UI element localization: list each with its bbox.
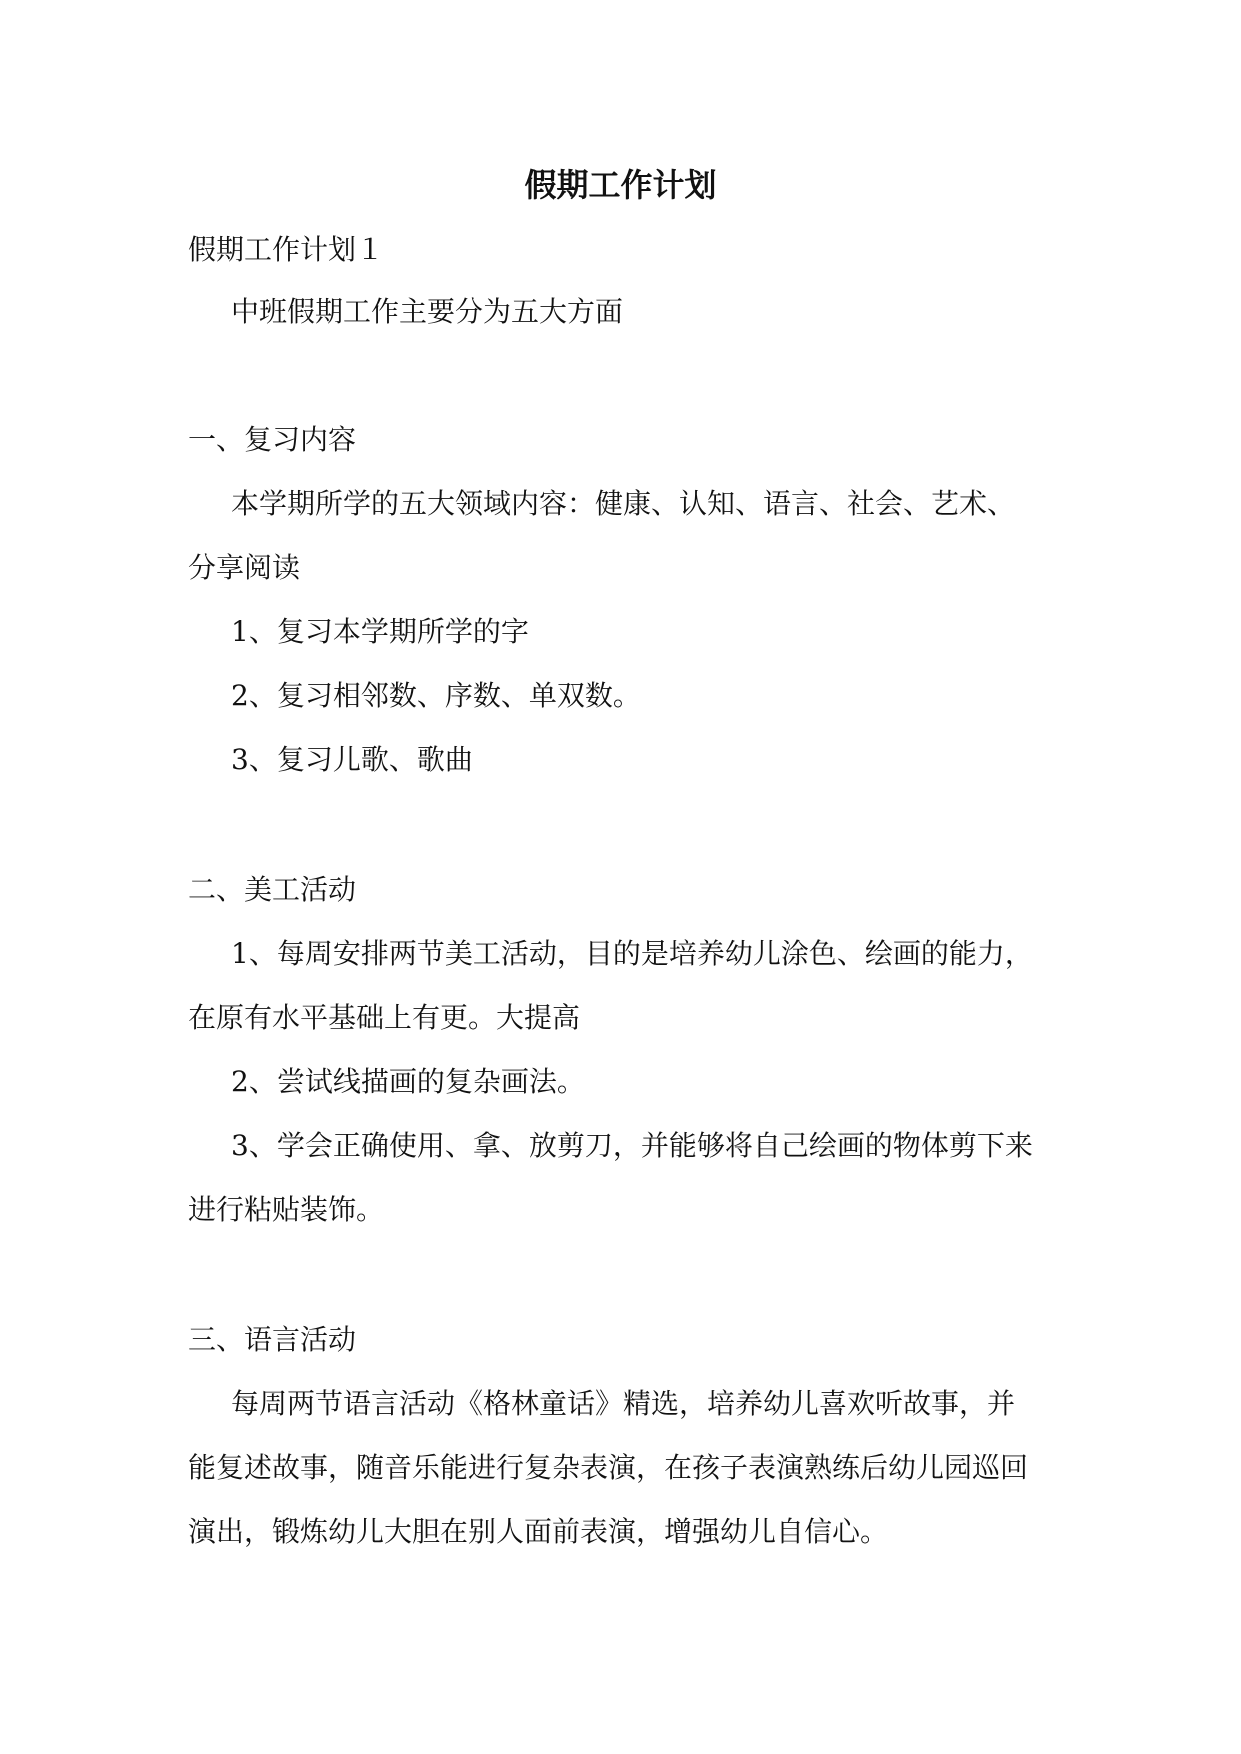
section1-item3: 3、复习儿歌、歌曲 bbox=[231, 743, 473, 776]
document-title: 假期工作计划 bbox=[524, 166, 717, 204]
section3-paragraph-line1: 每周两节语言活动《格林童话》精选，培养幼儿喜欢听故事，并 bbox=[231, 1387, 1016, 1420]
section1-item1: 1、复习本学期所学的字 bbox=[231, 615, 529, 648]
section3-paragraph-line2: 能复述故事，随音乐能进行复杂表演，在孩子表演熟练后幼儿园巡回 bbox=[188, 1451, 1029, 1484]
section2-item1-line2: 在原有水平基础上有更。大提高 bbox=[188, 1001, 581, 1034]
section1-heading: 一、复习内容 bbox=[188, 423, 357, 456]
section3-heading: 三、语言活动 bbox=[188, 1323, 357, 1356]
section2-item3-line2: 进行粘贴装饰。 bbox=[188, 1193, 385, 1226]
intro-paragraph: 中班假期工作主要分为五大方面 bbox=[231, 295, 624, 328]
section2-item1-line1: 1、每周安排两节美工活动，目的是培养幼儿涂色、绘画的能力， bbox=[231, 937, 1033, 970]
section2-item3-line1: 3、学会正确使用、拿、放剪刀，并能够将自己绘画的物体剪下来 bbox=[231, 1129, 1033, 1162]
document-subtitle: 假期工作计划１ bbox=[188, 233, 385, 266]
section2-item2: 2、尝试线描画的复杂画法。 bbox=[231, 1065, 585, 1098]
section1-paragraph-line1: 本学期所学的五大领域内容：健康、认知、语言、社会、艺术、 bbox=[231, 487, 1016, 520]
section1-paragraph-line2: 分享阅读 bbox=[188, 551, 301, 584]
section2-heading: 二、美工活动 bbox=[188, 873, 357, 906]
section3-paragraph-line3: 演出，锻炼幼儿大胆在别人面前表演，增强幼儿自信心。 bbox=[188, 1515, 889, 1548]
section1-item2: 2、复习相邻数、序数、单双数。 bbox=[231, 679, 641, 712]
